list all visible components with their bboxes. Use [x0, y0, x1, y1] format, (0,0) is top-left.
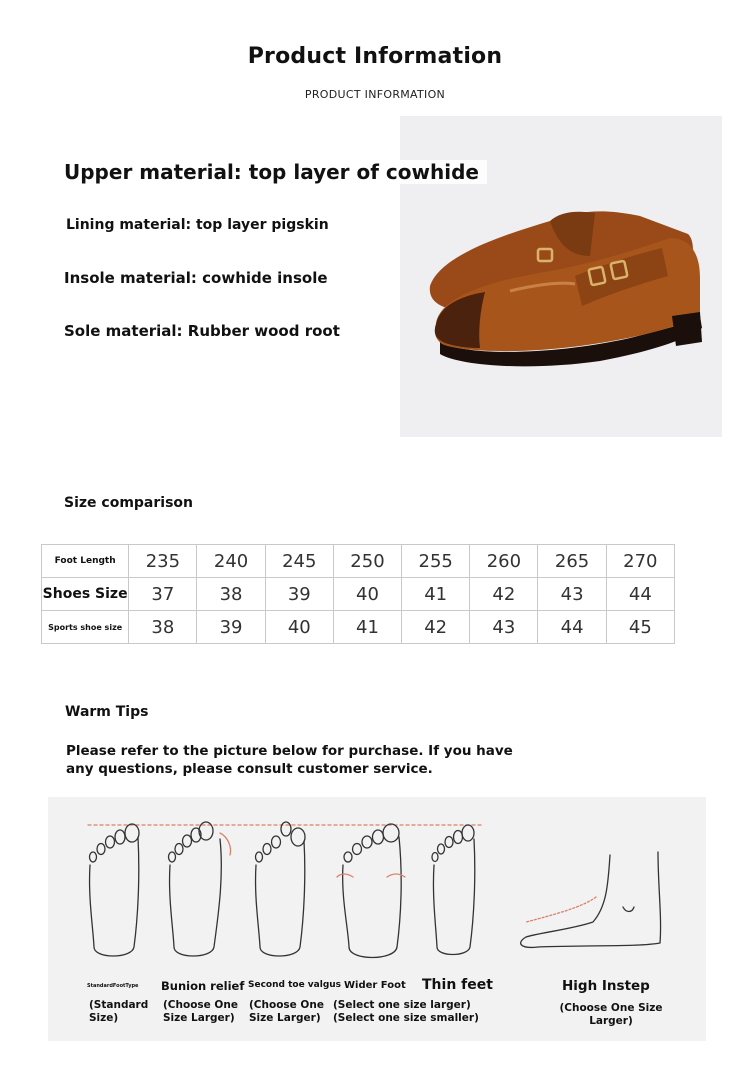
table-row — [42, 611, 675, 644]
table-cell: 45 — [606, 611, 674, 644]
size-table — [41, 544, 675, 644]
wide-foot-icon — [337, 824, 405, 958]
warm-tips-label: Warm Tips — [65, 704, 149, 720]
sole-material: Sole material: Rubber wood root — [64, 322, 348, 340]
table-cell: 38 — [197, 578, 265, 611]
table-cell: 37 — [129, 578, 197, 611]
table-cell: 265 — [538, 545, 606, 578]
table-cell: 235 — [129, 545, 197, 578]
table-cell: 41 — [402, 578, 470, 611]
table-cell: 38 — [129, 611, 197, 644]
page-subtitle: PRODUCT INFORMATION — [304, 88, 446, 101]
standard-foot-icon — [90, 824, 140, 956]
table-cell: 250 — [333, 545, 401, 578]
thin-foot-icon — [432, 825, 475, 955]
table-row — [42, 545, 675, 578]
upper-material: Upper material: top layer of cowhide — [64, 160, 487, 184]
table-cell: 43 — [470, 611, 538, 644]
high-instep-foot-icon — [521, 852, 661, 947]
high-instep-label: High Instep — [562, 978, 650, 994]
row-header-foot-length: Foot Length — [42, 545, 129, 578]
size-comparison-label: Size comparison — [64, 495, 193, 511]
high-instep-note: (Choose One Size Larger) — [559, 1002, 663, 1027]
bunion-relief-label: Bunion relief — [161, 979, 245, 993]
table-cell: 39 — [265, 578, 333, 611]
second-toe-foot-icon — [256, 822, 306, 956]
table-row — [42, 578, 675, 611]
row-header-shoes-size: Shoes Size — [42, 578, 129, 611]
table-cell: 40 — [333, 578, 401, 611]
second-toe-valgus-note: (Choose One Size Larger) — [249, 999, 324, 1024]
table-cell: 44 — [606, 578, 674, 611]
table-cell: 270 — [606, 545, 674, 578]
table-cell: 42 — [402, 611, 470, 644]
table-cell: 40 — [265, 611, 333, 644]
standard-foot-label: StandardFootType — [87, 983, 139, 989]
table-cell: 255 — [402, 545, 470, 578]
table-cell: 44 — [538, 611, 606, 644]
table-cell: 260 — [470, 545, 538, 578]
lining-material: Lining material: top layer pigskin — [66, 217, 337, 233]
table-cell: 39 — [197, 611, 265, 644]
table-cell: 43 — [538, 578, 606, 611]
table-cell: 245 — [265, 545, 333, 578]
table-cell: 41 — [333, 611, 401, 644]
wider-thin-foot-note: (Select one size larger) (Select one size smaller) — [333, 999, 479, 1024]
page-title: Product Information — [247, 44, 503, 69]
bunion-foot-icon — [169, 822, 231, 956]
standard-foot-note: (Standard Size) — [89, 999, 149, 1024]
insole-material: Insole material: cowhide insole — [64, 269, 336, 287]
second-toe-valgus-label: Second toe valgus — [248, 980, 342, 990]
bunion-relief-note: (Choose One Size Larger) — [163, 999, 238, 1024]
row-header-sports-shoe-size: Sports shoe size — [42, 611, 129, 644]
foot-type-guide — [48, 797, 706, 1041]
table-cell: 240 — [197, 545, 265, 578]
table-cell: 42 — [470, 578, 538, 611]
warm-tips-text: Please refer to the picture below for purchase. If you have any questions, please consult customer service. — [66, 743, 513, 777]
wider-foot-label: Wider Foot — [344, 980, 406, 991]
thin-feet-label: Thin feet — [422, 977, 493, 993]
